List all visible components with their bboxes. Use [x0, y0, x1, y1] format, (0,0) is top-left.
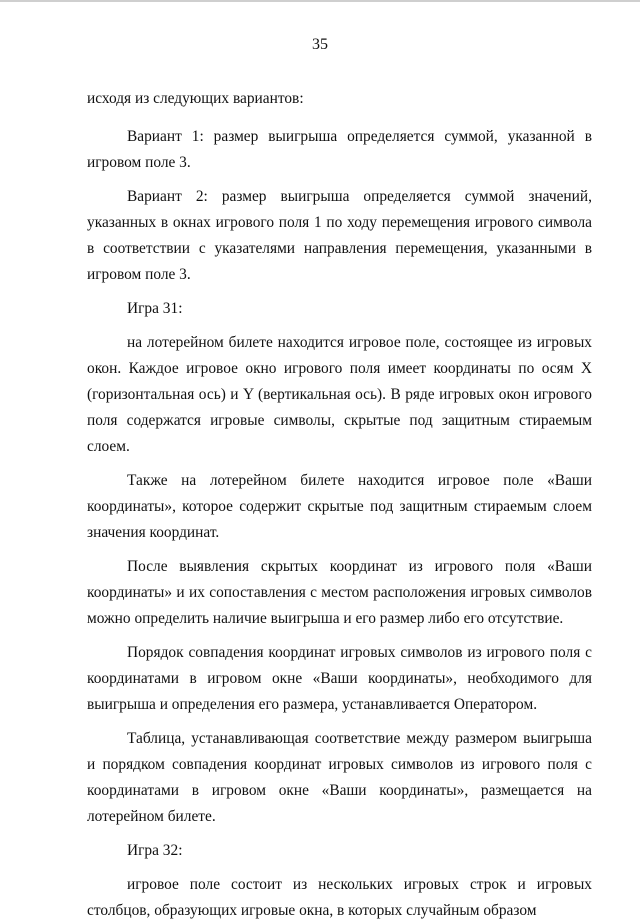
heading-game-32: Игра 32:: [127, 842, 183, 859]
paragraph-prize-table: Таблица, устанавливающая соответствие между размером выигрыша и порядком совпадения координат игровых символов из игрового поля с координатами в игровом окне «Ваши координаты», размещается на лотерейном билете.: [87, 730, 592, 825]
page-number: 35: [312, 36, 328, 53]
paragraph-variant-2: Вариант 2: размер выигрыша определяется суммой значений, указанных в окнах игрового поля 1 по ходу перемещения игрового символа в соответствии с указателями направления перемещения, указанными в игровом поле 3.: [87, 188, 592, 283]
paragraph-game-32-field: игровое поле состоит из нескольких игровых строк и игровых столбцов, образующих игровые окна, в которых случайным образом: [87, 876, 592, 919]
heading-game-31: Игра 31:: [127, 300, 183, 317]
page-top-edge: [0, 0, 640, 2]
paragraph-game-31-field: на лотерейном билете находится игровое поле, состоящее из игровых окон. Каждое игровое окно игрового поля имеет координаты по осям X (горизонтальная ось) и Y (вертикальная ось). В ряде игровых окон игрового поля содержатся игровые символы, скрытые под защитным стираемым слоем.: [87, 334, 592, 455]
paragraph-match-order: Порядок совпадения координат игровых символов из игрового поля с координатами в игровом окне «Ваши координаты», необходимого для выигрыша и определения его размера, устанавливается Оператором.: [87, 644, 592, 713]
document-body: [87, 86, 592, 924]
paragraph-variant-1: Вариант 1: размер выигрыша определяется суммой, указанной в игровом поле 3.: [87, 128, 592, 171]
paragraph-intro: исходя из следующих вариантов:: [87, 90, 304, 107]
paragraph-your-coordinates: Также на лотерейном билете находится игровое поле «Ваши координаты», которое содержит скрытые под защитным стираемым слоем значения координат.: [87, 472, 592, 541]
paragraph-after-reveal: После выявления скрытых координат из игрового поля «Ваши координаты» и их сопоставления с местом расположения игровых символов можно определить наличие выигрыша и его размер либо его отсутствие.: [87, 558, 592, 627]
